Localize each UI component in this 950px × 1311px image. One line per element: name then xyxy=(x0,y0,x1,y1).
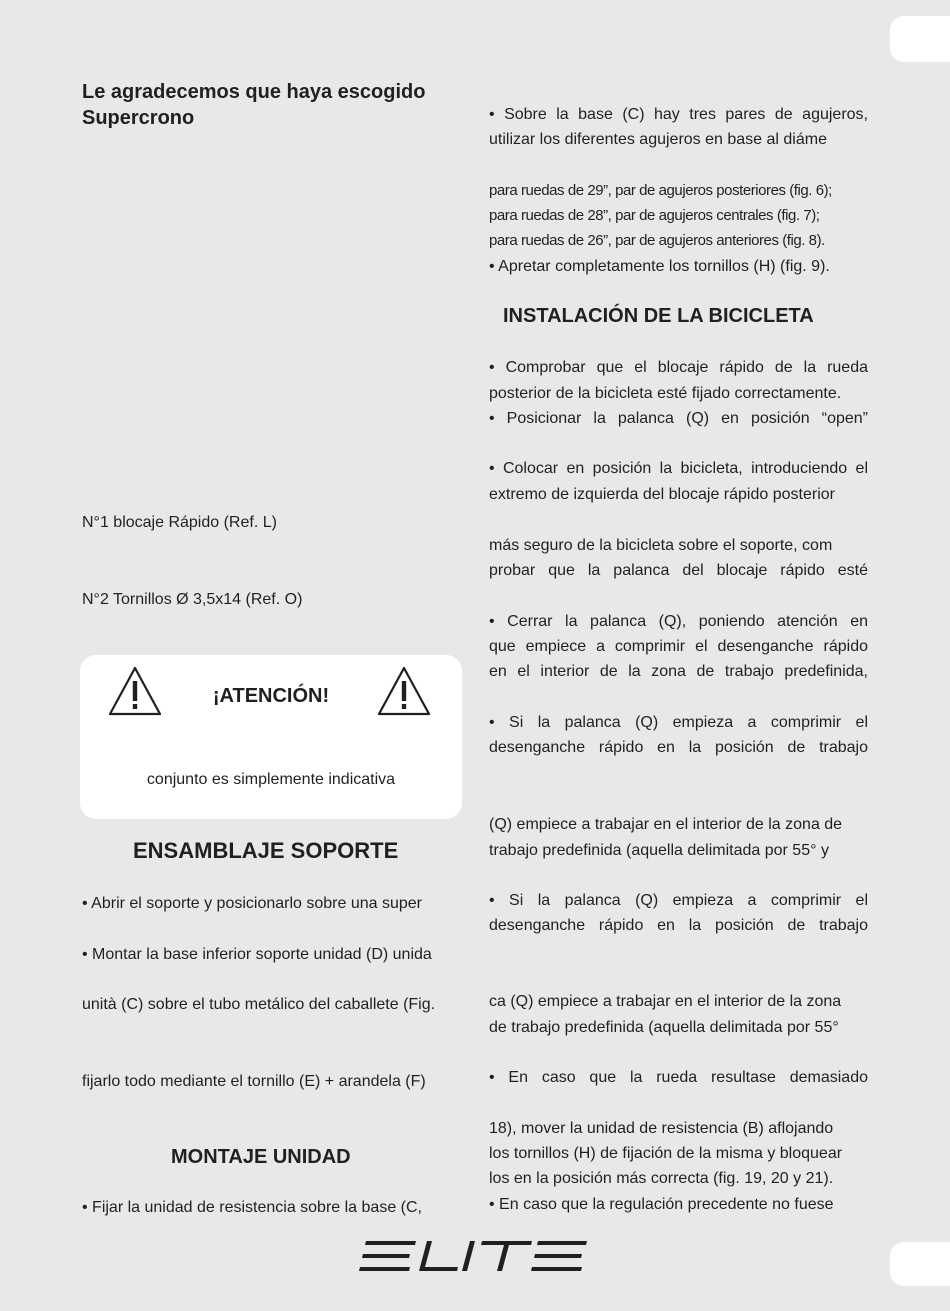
intro-title-line2: Supercrono xyxy=(82,107,195,129)
instalacion-line: los en la posición más correcta (fig. 19, 20 y 21). xyxy=(489,1170,834,1187)
instalacion-line: posterior de la bicicleta esté fijado correctamente. xyxy=(489,385,842,402)
heading-montaje: MONTAJE UNIDAD xyxy=(171,1146,351,1168)
instalacion-line: • Si la palanca (Q) empieza a comprimir el xyxy=(489,892,868,909)
intro-title-line1: Le agradecemos que haya escogido xyxy=(82,81,426,103)
instalacion-line: trabajo predefinida (aquella delimitada por 55° y xyxy=(489,842,829,859)
instalacion-line: desenganche rápido en la posición de trabajo xyxy=(489,739,868,756)
instalacion-line: ca (Q) empiece a trabajar en el interior de la zona xyxy=(489,993,842,1010)
page-tab-bottom xyxy=(890,1242,950,1286)
base-holes-line: utilizar los diferentes agujeros en base al diáme xyxy=(489,131,827,148)
instalacion-line: (Q) empiece a trabajar en el interior de la zona de xyxy=(489,816,843,833)
ensamblaje-line: unità (C) sobre el tubo metálico del caballete (Fig. xyxy=(82,996,436,1013)
ensamblaje-line: • Montar la base inferior soporte unidad (D) unida xyxy=(82,946,432,963)
instalacion-line: más seguro de la bicicleta sobre el soporte, com xyxy=(489,537,833,554)
instalacion-line: • Cerrar la palanca (Q), poniendo atención en xyxy=(489,613,868,630)
montaje-line: • Fijar la unidad de resistencia sobre la base (C, xyxy=(82,1199,422,1216)
heading-ensamblaje: ENSAMBLAJE SOPORTE xyxy=(133,838,399,863)
page-tab-top xyxy=(890,16,950,62)
warning-title: ¡ATENCIÓN! xyxy=(212,685,330,707)
ensamblaje-line: • Abrir el soporte y posicionarlo sobre una super xyxy=(82,895,423,912)
intro-title xyxy=(82,79,425,131)
ensamblaje-line: fijarlo todo mediante el tornillo (E) + arandela (F) xyxy=(82,1073,426,1090)
instalacion-line: 18), mover la unidad de resistencia (B) aflojando xyxy=(489,1120,834,1137)
instalacion-line: que empiece a comprimir el desenganche rápido xyxy=(489,638,868,655)
base-holes-line: • Sobre la base (C) hay tres pares de agujeros, xyxy=(489,106,868,123)
instalacion-line: • Colocar en posición la bicicleta, introduciendo el xyxy=(489,460,868,477)
parts-item-quick-release: N°1 blocaje Rápido (Ref. L) xyxy=(82,514,277,531)
warning-triangle-icon xyxy=(377,665,431,717)
wheel-size-line: para ruedas de 29”, par de agujeros posteriores (fig. 6); xyxy=(489,182,832,199)
instalacion-line: en el interior de la zona de trabajo predefinida, xyxy=(489,663,868,680)
instalacion-line: probar que la palanca del blocaje rápido esté xyxy=(489,562,868,579)
instalacion-line: • En caso que la regulación precedente no fuese xyxy=(489,1196,834,1213)
tighten-screws-line: • Apretar completamente los tornillos (H) (fig. 9). xyxy=(489,258,830,275)
instalacion-line: • Posicionar la palanca (Q) en posición “open” xyxy=(489,410,868,427)
instalacion-line: • Comprobar que el blocaje rápido de la rueda xyxy=(489,359,868,376)
parts-item-screws: N°2 Tornillos Ø 3,5x14 (Ref. O) xyxy=(82,591,303,608)
wheel-size-line: para ruedas de 26”, par de agujeros anteriores (fig. 8). xyxy=(489,232,825,249)
instalacion-line: • Si la palanca (Q) empieza a comprimir el xyxy=(489,714,868,731)
instalacion-line: desenganche rápido en la posición de trabajo xyxy=(489,917,868,934)
wheel-size-line: para ruedas de 28”, par de agujeros centrales (fig. 7); xyxy=(489,207,820,224)
instalacion-line: los tornillos (H) de fijación de la misma y bloquear xyxy=(489,1145,843,1162)
instalacion-line: • En caso que la rueda resultase demasiado xyxy=(489,1069,868,1086)
instalacion-line: extremo de izquierda del blocaje rápido posterior xyxy=(489,486,835,503)
instalacion-line: de trabajo predefinida (aquella delimitada por 55° xyxy=(489,1019,839,1036)
warning-box xyxy=(80,655,462,819)
warning-text: conjunto es simplemente indicativa xyxy=(146,771,396,788)
heading-instalacion: INSTALACIÓN DE LA BICICLETA xyxy=(503,305,814,327)
elite-logo xyxy=(358,1239,588,1273)
